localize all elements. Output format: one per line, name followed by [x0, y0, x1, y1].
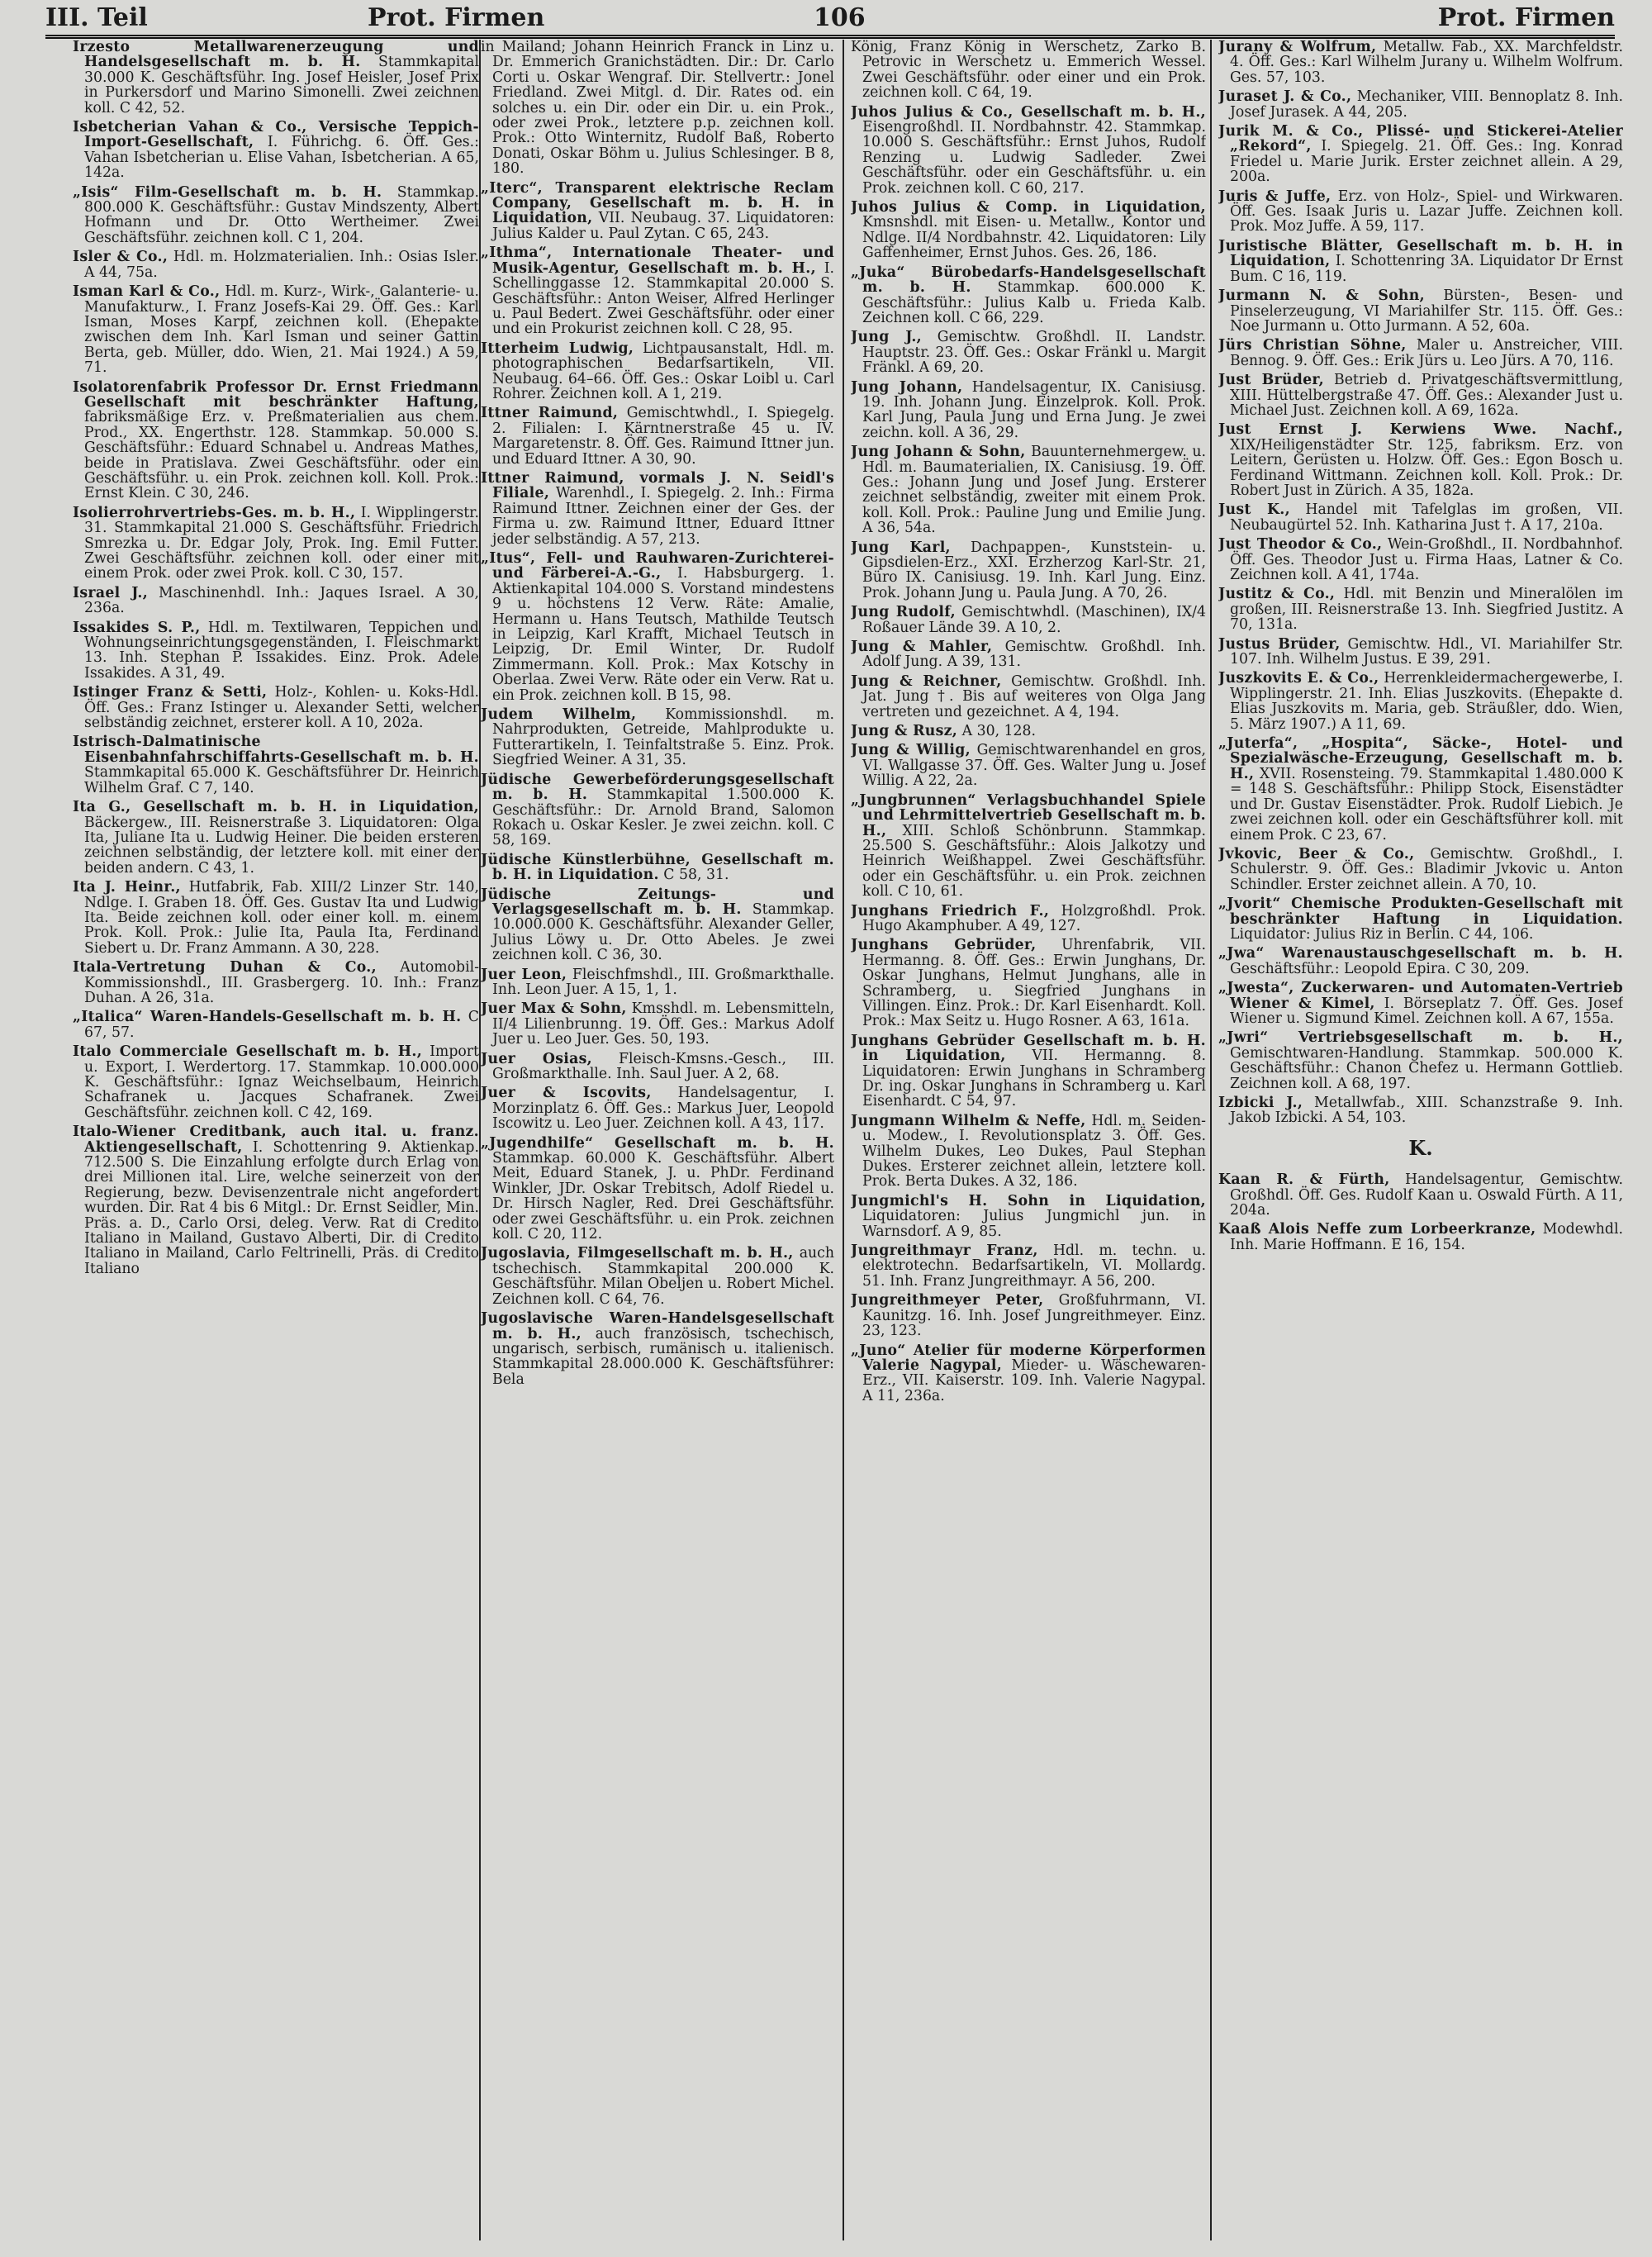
firm-name: Just K.,	[1218, 501, 1290, 519]
firm-name: „Jungbrunnen“ Verlagsbuchhandel Spiele und Lehrmittelvertrieb Gesellschaft m. b. H.,	[851, 791, 1206, 839]
directory-entry	[851, 1243, 1206, 1289]
firm-details: Fleischfmshdl., III. Großmarkthalle. Inh. Leon Juer. A 15, 1, 1.	[492, 966, 834, 998]
directory-entry	[1218, 502, 1623, 533]
column-4	[1218, 40, 1623, 2250]
directory-entry	[73, 506, 479, 582]
firm-name: Jvkovic, Beer & Co.,	[1218, 845, 1415, 862]
directory-entry	[481, 1136, 834, 1243]
directory-entry	[481, 406, 834, 467]
page-header	[45, 2, 1615, 39]
directory-entry	[1218, 637, 1623, 668]
firm-details: Stammkap. 600.000 K. Geschäftsführ.: Julius Kalb u. Frieda Kalb. Zeichnen koll. C 66, 229.	[862, 279, 1206, 326]
directory-entry	[1218, 124, 1623, 185]
firm-details: Stammkap. 60.000 K. Geschäftsführ. Albert Meit, Eduard Stanek, J. u. PhDr. Ferdinand Winkler, JDr. Oskar Trebitsch, Adolf Riedel u. Dr. Hirsch Nagler, Red. Drei Geschäftsführ. oder zwei Geschäftsführ. u. ein Prok. zeichnen koll. C 20, 112.	[492, 1150, 834, 1243]
firm-name: Juer Leon,	[481, 966, 567, 983]
firm-details: I. Spiegelg. 21. Öff. Ges.: Ing. Konrad Friedel u. Marie Jurik. Erster zeichnet allein. A 29, 200a.	[1230, 138, 1623, 186]
directory-entry	[73, 685, 479, 730]
directory-entry	[73, 249, 479, 280]
directory-entry	[481, 1086, 834, 1131]
firm-name: Juraset J. & Co.,	[1218, 88, 1352, 106]
directory-entry	[851, 1194, 1206, 1239]
firm-details: auch tschechisch. Stammkapital 200.000 K. Geschäftsführ. Milan Obeljen u. Robert Michel. Zeichnen koll. C 64, 76.	[492, 1245, 834, 1308]
firm-name: Just Ernst J. Kerwiens Wwe. Nachf.,	[1218, 421, 1623, 439]
firm-name: Jüdische Gewerbeförderungsgesellschaft m. b. H.	[481, 771, 834, 804]
firm-details: Hdl. m. Holzmaterialien. Inh.: Osias Isler. A 44, 75a.	[84, 249, 479, 281]
firm-details: Gemischtwarenhandel en gros, VI. Wallgasse 37. Öff. Ges. Walter Jung u. Josef Willig. A 22, 2a.	[862, 742, 1206, 790]
directory-entry	[481, 1246, 834, 1307]
directory-entry	[851, 380, 1206, 441]
directory-entry	[851, 265, 1206, 326]
firm-details: Stammkap. 10.000.000 K. Geschäftsführ. Alexander Geller, Julius Löwy u. Dr. Otto Abeles. Je zwei zeichnen koll. C 36, 30.	[492, 900, 834, 964]
firm-details: Uhrenfabrik, VII. Hermanng. 8. Öff. Ges.: Erwin Junghans, Dr. Oskar Junghans, Helmut Junghans, alle in Schramberg, u. Siegfried Junghans in Villingen. Einz. Prok.: Dr. Karl Eisenhardt. Koll. Prok.: Max Seitz u. Hugo Rosner. A 63, 161a.	[862, 937, 1206, 1030]
firm-name: „Jvorit“ Chemische Produkten-Gesellschaft mit beschränkter Haftung in Liquidation.	[1218, 896, 1623, 928]
firm-details: C 58, 31.	[663, 867, 729, 884]
firm-name: Jurmann N. & Sohn,	[1218, 287, 1425, 305]
firm-name: Jüdische Künstlerbühne, Gesellschaft m. b. H. in Liquidation.	[481, 851, 834, 884]
firm-name: Jung Karl,	[851, 539, 951, 556]
directory-entry	[851, 605, 1206, 635]
firm-name: Jungreithmayr Franz,	[851, 1243, 1038, 1260]
directory-entry	[481, 181, 834, 242]
firm-details: Handel mit Tafelglas im großen, VII. Neubaugürtel 52. Inh. Katharina Just †. A 17, 210a.	[1230, 501, 1623, 534]
firm-name: Jurik M. & Co., Plissé- und Stickerei-Atelier „Rekord“,	[1218, 123, 1623, 155]
directory-entry	[851, 1293, 1206, 1338]
firm-name: Ittner Raimund,	[481, 405, 619, 422]
firm-name: Issakides S. P.,	[73, 619, 201, 636]
firm-details: Metallw. Fab., XX. Marchfeldstr. 4. Öff. Ges.: Karl Wilhelm Jurany u. Wilhelm Wolfrum. Ges. 57, 103.	[1230, 40, 1623, 86]
directory-entry	[1218, 671, 1623, 732]
firm-name: Itterheim Ludwig,	[481, 340, 634, 357]
firm-details: A 30, 128.	[961, 723, 1037, 740]
directory-entry	[481, 551, 834, 703]
directory-entry	[1218, 896, 1623, 942]
firm-name: Juris & Juffe,	[1218, 188, 1332, 205]
column-divider	[843, 40, 844, 2240]
directory-entry	[481, 1001, 834, 1047]
firm-details: Maschinenhdl. Inh.: Jaques Israel. A 30, 236a.	[84, 584, 479, 617]
directory-entry	[1218, 422, 1623, 498]
firm-name: Junghans Friedrich F.,	[851, 902, 1050, 919]
firm-details: Herrenkleidermachergewerbe, I. Wipplingerstr. 21. Inh. Elias Juszkovits. (Ehepakte d. Elias Juszkovits m. Maria, geb. Sträußler, ddo. Wien, 5. März 1907.) A 11, 69.	[1230, 670, 1623, 733]
directory-entry	[1218, 338, 1623, 368]
firm-details: C 67, 57.	[84, 1009, 479, 1041]
firm-name: Judem Wilhelm,	[481, 706, 637, 724]
firm-name: Jüdische Zeitungs- und Verlagsgesellschaft m. b. H.	[481, 886, 834, 918]
firm-name: „Jugendhilfe“ Gesellschaft m. b. H.	[481, 1134, 834, 1152]
directory-entry	[481, 471, 834, 547]
directory-entry	[851, 330, 1206, 375]
firm-name: Junghans Gebrüder,	[851, 937, 1037, 954]
directory-entry	[1218, 847, 1623, 892]
firm-name: Jung Johann,	[851, 378, 963, 396]
firm-name: „Ithma“, Internationale Theater- und Musik-Agentur, Gesellschaft m. b. H.,	[481, 245, 834, 277]
directory-entry	[73, 800, 479, 876]
firm-name: Italo-Wiener Creditbank, auch ital. u. franz. Aktiengesellschaft,	[73, 1124, 479, 1156]
directory-entry	[851, 1343, 1206, 1404]
directory-entry	[1218, 946, 1623, 976]
firm-details: Bäckergew., III. Reisnerstraße 3. Liquidatoren: Olga Ita, Juliane Ita u. Ludwig Heiner. Die beiden ersteren zeichnen selbständig, der letztere koll. mit einer der beiden andern. C 43, 1.	[84, 814, 479, 877]
firm-details: Automobil-Kommissionshdl., III. Grasbergerg. 10. Inh.: Franz Duhan. A 26, 31a.	[84, 959, 479, 1006]
directory-entry	[73, 1124, 479, 1276]
firm-name: Ita J. Heinr.,	[73, 879, 181, 896]
directory-entry	[481, 887, 834, 963]
firm-name: Jung Rudolf,	[851, 604, 956, 621]
firm-name: Izbicki J.,	[1218, 1095, 1303, 1111]
firm-details: Mechaniker, VIII. Bennoplatz 8. Inh. Josef Jurasek. A 44, 205.	[1230, 88, 1623, 121]
directory-entry	[73, 960, 479, 1005]
directory-entry	[851, 540, 1206, 601]
directory-entry	[851, 200, 1206, 261]
firm-name: Justitz & Co.,	[1218, 586, 1336, 603]
firm-name: Itala-Vertretung Duhan & Co.,	[73, 959, 377, 976]
firm-details: Hdl. m. techn. u. elektrotechn. Bedarfsartikeln, VI. Mollardg. 51. Inh. Franz Jungreithmayr. A 56, 200.	[862, 1243, 1206, 1290]
directory-entry	[851, 40, 1206, 101]
firm-details: I. Schottenring 9. Aktienkap. 712.500 S. Die Einzahlung erfolgte durch Erlag von drei Millionen ital. Lire, welche seinerzeit von der Regierung, bezw. Devisenzentrale nicht angefordert wurden. Dir. Rat 4 bis 6 Mitgl.: Dr. Ernst Seidler, Min. Präs. a. D., Carlo Orsi, deleg. Verw. Rat di Credito Italiano in Mailand, Gustavo Alberti, Dir. di Credito Italiano in Mailand, Carlo Feltrinelli, Präs. di Credito Italiano	[84, 1138, 479, 1277]
firm-details: XIX/Heiligenstädter Str. 125, fabriksm. Erz. von Leitern, Gerüsten u. Holzw. Öff. Ges.: Egon Bosch u. Ferdinand Wittmann. Zeichnen koll. Koll. Prok.: Dr. Robert Just in Zürich. A 35, 182a.	[1230, 436, 1623, 499]
firm-name: Juhos Julius & Co., Gesellschaft m. b. H.,	[851, 103, 1206, 121]
firm-details: auch französisch, tschechisch, ungarisch, serbisch, rumänisch u. italienisch. Stammkapital 28.000.000 K. Geschäftsführer: Bela	[492, 1325, 834, 1388]
firm-name: Jugoslavische Waren-Handelsgesellschaft m. b. H.,	[481, 1310, 834, 1342]
firm-name: Isolierrohrvertriebs-Ges. m. b. H.,	[73, 504, 356, 521]
firm-details: Gemischtw. Großhdl., I. Schulerstr. 9. Öff. Ges.: Bladimir Jvkovic u. Anton Schindler. Erster zeichnet allein. A 70, 10.	[1230, 845, 1623, 893]
directory-entry	[73, 185, 479, 246]
firm-details: Import u. Export, I. Werdertorg. 17. Stammkap. 10.000.000 K. Geschäftsführ.: Ignaz Weichselbaum, Heinrich Schafranek u. Jacques Schafranek. Zwei Geschäftsführ. zeichnen koll. C 42, 169.	[84, 1043, 479, 1121]
directory-entry	[73, 380, 479, 501]
directory-entry	[1218, 89, 1623, 120]
firm-details: Holzgroßhdl. Prok. Hugo Akamphuber. A 49, 127.	[862, 902, 1206, 934]
firm-name: Juristische Blätter, Gesellschaft m. b. H. in Liquidation,	[1218, 237, 1623, 270]
firm-details: König, Franz König in Werschetz, Zarko B. Petrovic in Werschetz u. Emmerich Wessel. Zwei Geschäftsführ. oder einer und ein Prok. zeichnen koll. C 64, 19.	[851, 40, 1206, 102]
firm-details: I. Führichg. 6. Öff. Ges.: Vahan Isbetcherian u. Elise Vahan, Isbetcherian. A 65, 142a.	[84, 134, 479, 182]
directory-entry	[851, 904, 1206, 934]
firm-name: „Italica“ Waren-Handels-Gesellschaft m. b. H.	[73, 1009, 462, 1026]
firm-name: Isbetcherian Vahan & Co., Versische Teppich-Import-Gesellschaft,	[73, 119, 479, 151]
firm-details: Eisengroßhdl. II. Nordbahnstr. 42. Stammkap. 10.000 S. Geschäftsführ.: Ernst Juhos, Rudolf Renzing u. Ludwig Sadleder. Zwei Geschäftsführ. oder ein Geschäftsführ. u. ein Prok. zeichnen koll. C 60, 217.	[862, 119, 1206, 197]
firm-details: Modewhdl. Inh. Marie Hoffmann. E 16, 154.	[1230, 1221, 1623, 1253]
firm-details: Gemischtwhdl. (Maschinen), IX/4 Roßauer Lände 39. A 10, 2.	[862, 604, 1206, 636]
firm-name: „Juka“ Bürobedarfs-Handelsgesellschaft m. b. H.	[851, 264, 1206, 297]
firm-name: Ita G., Gesellschaft m. b. H. in Liquidation,	[73, 799, 479, 816]
firm-details: Kmsnshdl. mit Eisen- u. Metallw., Kontor und Ndlge. II/4 Nordbahnstr. 42. Liquidatoren: Lily Gaffenheimer, Ernst Juhos. Ges. 26, 186.	[862, 214, 1206, 262]
firm-details: Dachpappen-, Kunststein- u. Gipsdielen-Erz., XXI. Erzherzog Karl-Str. 21, Büro IX. Canisiusg. 19. Inh. Karl Jung. Einz. Prok. Johann Jung u. Paula Jung. A 70, 26.	[862, 539, 1206, 601]
firm-details: I. Wipplingerstr. 31. Stammkapital 21.000 S. Geschäftsführ. Friedrich Smrezka u. Dr. Edgar Joly, Prok. Ing. Emil Futter. Zwei Geschäftsführ. zeichnen koll. oder einer mit einem Prok. oder zwei Prok. koll. C 30, 157.	[84, 504, 479, 582]
firm-details: Gemischtw. Großhdl. Inh. Adolf Jung. A 39, 131.	[862, 639, 1206, 671]
firm-details: Stammkapital 65.000 K. Geschäftsführer Dr. Heinrich Wilhelm Graf. C 7, 140.	[84, 764, 479, 796]
firm-name: Jung J.,	[851, 329, 922, 346]
firm-details: Gemischtw. Hdl., VI. Mariahilfer Str. 107. Inh. Wilhelm Justus. E 39, 291.	[1230, 635, 1623, 668]
firm-name: Juhos Julius & Comp. in Liquidation,	[851, 199, 1206, 216]
firm-name: Jung & Rusz,	[851, 723, 958, 740]
directory-entry	[851, 743, 1206, 788]
directory-entry	[1218, 537, 1623, 582]
directory-entry	[851, 444, 1206, 535]
firm-details: I. Schottenring 3A. Liquidator Dr Ernst Bum. C 16, 119.	[1230, 253, 1623, 285]
directory-entry	[1218, 189, 1623, 235]
firm-name: Ittner Raimund, vormals J. N. Seidl's Filiale,	[481, 469, 834, 502]
firm-details: Holz-, Kohlen- u. Koks-Hdl. Öff. Ges.: Franz Istinger u. Alexander Setti, welcher selbständig zeichnet, ersterer koll. A 10, 202a.	[84, 684, 479, 732]
firm-name: Italo Commerciale Gesellschaft m. b. H.,	[73, 1043, 423, 1061]
column-divider	[1210, 40, 1212, 2240]
firm-name: Jugoslavia, Filmgesellschaft m. b. H.,	[481, 1245, 794, 1262]
directory-entry	[851, 724, 1206, 739]
firm-details: Stammkap. 800.000 K. Geschäftsführ.: Gustav Mindszenty, Albert Hofmann und Dr. Otto Wertheimer. Zwei Geschäftsführ. zeichnen koll. C 1, 204.	[84, 183, 479, 246]
directory-entry	[481, 967, 834, 998]
firm-name: Juer Max & Sohn,	[481, 1000, 627, 1018]
firm-details: Liquidatoren: Julius Jungmichl jun. in Warnsdorf. A 9, 85.	[862, 1208, 1206, 1240]
firm-details: Fleisch-Kmsns.-Gesch., III. Großmarkthalle. Inh. Saul Juer. A 2, 68.	[492, 1050, 834, 1082]
firm-name: Istrisch-Dalmatinische Eisenbahnfahrschiffahrts-Gesellschaft m. b. H.	[73, 734, 479, 766]
firm-name: Just Brüder,	[1218, 372, 1324, 389]
directory-entry	[1218, 1095, 1623, 1126]
firm-name: Jung Johann & Sohn,	[851, 444, 1026, 461]
firm-name: Jurany & Wolfrum,	[1218, 40, 1377, 55]
firm-name: Junghans Gebrüder Gesellschaft m. b. H. in Liquidation,	[851, 1032, 1206, 1065]
firm-name: Isman Karl & Co.,	[73, 283, 221, 301]
firm-name: Jung & Mahler,	[851, 639, 993, 656]
directory-entry	[1218, 40, 1623, 85]
firm-details: Metallwfab., XIII. Schanzstraße 9. Inh. Jakob Izbicki. A 54, 103.	[1230, 1095, 1623, 1127]
firm-name: Juer Osias,	[481, 1050, 592, 1067]
directory-entry	[1218, 1030, 1623, 1091]
directory-entry	[851, 1114, 1206, 1190]
directory-entry	[481, 707, 834, 768]
firm-name: Jung & Willig,	[851, 742, 971, 759]
firm-details: I. Börseplatz 7. Öff. Ges. Josef Wiener u. Sigmund Kimel. Zeichnen koll. A 67, 155a.	[1230, 995, 1623, 1027]
firm-name: „Jwesta“, Zuckerwaren- und Automaten-Vertrieb Wiener & Kimel,	[1218, 980, 1623, 1012]
firm-details: Kommissionshdl. m. Nahrprodukten, Getreide, Mahlprodukte u. Futterartikeln, I. Teinfaltstraße 5. Einz. Prok. Siegfried Weiner. A 31, 35.	[492, 706, 834, 769]
directory-entry	[481, 40, 834, 177]
directory-entry	[481, 1052, 834, 1082]
directory-entry	[73, 1010, 479, 1040]
firm-name: „Iterc“, Transparent elektrische Reclam Company, Gesellschaft m. b. H. in Liquidation,	[481, 179, 834, 227]
directory-entry	[851, 674, 1206, 720]
directory-entry	[851, 105, 1206, 196]
firm-name: Juszkovits E. & Co.,	[1218, 670, 1379, 687]
firm-details: Handelsagentur, Gemischtw. Großhdl. Öff. Ges. Rudolf Kaan u. Oswald Fürth. A 11, 204a.	[1230, 1171, 1623, 1219]
directory-entry	[481, 1311, 834, 1387]
directory-entry	[1218, 736, 1623, 843]
directory-entry	[1218, 981, 1623, 1026]
firm-details: Bauunternehmergew. u. Hdl. m. Baumaterialien, IX. Canisiusg. 19. Öff. Ges.: Johann Jung und Josef Jung. Ersterer zeichnet selbständig, zweiter mit einem Prok. koll. Koll. Prok.: Pauline Jung und Emilie Jung. A 36, 54a.	[862, 444, 1206, 537]
firm-details: Hdl. m. Seiden- u. Modew., I. Revolutionsplatz 3. Öff. Ges. Wilhelm Dukes, Leo Dukes, Paul Stephan Dukes. Ersterer zeichnet allein, letztere koll. Prok. Berta Dukes. A 32, 186.	[862, 1112, 1206, 1190]
firm-name: Jung & Reichner,	[851, 672, 1002, 690]
directory-entry	[481, 853, 834, 883]
firm-details: Stammkapital 30.000 K. Geschäftsführ. Ing. Josef Heisler, Josef Prix in Purkersdorf und Marino Simonelli. Zwei zeichnen koll. C 42, 52.	[84, 54, 479, 116]
firm-name: Israel J.,	[73, 584, 149, 601]
firm-details: Großfuhrmann, VI. Kaunitzg. 16. Inh. Josef Jungreithmeyer. Einz. 23, 123.	[862, 1292, 1206, 1340]
firm-details: Hdl. m. Textilwaren, Teppichen und Wohnungseinrichtungsgegenständen, I. Fleischmarkt 13. Inh. Stephan P. Issakides. Einz. Prok. Adele Issakides. A 31, 49.	[84, 619, 479, 682]
firm-details: Gemischtwhdl., I. Spiegelg. 2. Filialen: I. Kärntnerstraße 45 u. IV. Margaretenstr. 8. Öff. Ges. Raimund Ittner jun. und Eduard Ittner. A 30, 90.	[492, 405, 834, 468]
firm-details: fabriksmäßige Erz. v. Preßmaterialien aus chem. Prod., XX. Engerthstr. 128. Stammkap. 50.000 S. Geschäftsführ.: Eduard Schnabel u. Andreas Mathes, beide in Pratislava. Zwei Geschäftsführ. oder ein Geschäftsführ. u. ein Prok. zeichnen koll. Koll. Prok.: Ernst Klein. C 30, 246.	[84, 409, 479, 502]
directory-entry	[1218, 587, 1623, 632]
directory-entry	[73, 880, 479, 956]
firm-details: Stammkapital 1.500.000 K. Geschäftsführ.: Dr. Arnold Brand, Salomon Rokach u. Oskar Kesler. Je zwei zeichn. koll. C 58, 169.	[492, 786, 834, 849]
firm-name: Juer & Iscovits,	[481, 1085, 652, 1102]
directory-entry	[1218, 373, 1623, 418]
firm-details: Gemischtwaren-Handlung. Stammkap. 500.000 K. Geschäftsführ.: Chanon Chefez u. Hermann Gottlieb. Zeichnen koll. A 68, 197.	[1230, 1044, 1623, 1092]
firm-details: Bürsten-, Besen- und Pinselerzeugung, VI Mariahilfer Str. 115. Öff. Ges.: Noe Jurmann u. Otto Jurmann. A 52, 60a.	[1230, 287, 1623, 335]
firm-details: Wein-Großhdl., II. Nordbahnhof. Öff. Ges. Theodor Just u. Firma Haas, Latner & Co. Zeichnen koll. A 41, 174a.	[1230, 536, 1623, 583]
directory-entry	[73, 586, 479, 616]
firm-details: XVII. Rosensteing. 79. Stammkapital 1.480.000 K = 148 S. Geschäftsführ.: Philipp Stock, Eisenstädter und Dr. Gustav Eisenstädter. Prok. Rudolf Liebich. Je zwei zeichnen koll. oder ein Geschäftsführer koll. mit einem Prok. C 23, 67.	[1230, 765, 1623, 843]
firm-name: „Isis“ Film-Gesellschaft m. b. H.	[73, 183, 382, 201]
firm-name: Irzesto Metallwarenerzeugung und Handelsgesellschaft m. b. H.	[73, 40, 479, 71]
directory-entry	[481, 341, 834, 402]
firm-name: Kaan R. & Fürth,	[1218, 1171, 1390, 1189]
firm-details: Lichtpausanstalt, Hdl. m. photographischen Bedarfsartikeln, VII. Neubaug. 64–66. Öff. Ges.: Oskar Loibl u. Carl Rohrer. Zeichnen koll. A 1, 219.	[492, 340, 834, 402]
firm-name: „Juterfa“, „Hospita“, Säcke-, Hotel- und Spezialwäsche-Erzeugung, Gesellschaft m. b. H.,	[1218, 735, 1623, 782]
directory-entry	[73, 1044, 479, 1120]
firm-name: „Juno“ Atelier für moderne Körperformen Valerie Nagypal,	[851, 1342, 1206, 1374]
directory-entry	[1218, 239, 1623, 284]
firm-details: I. Habsburgerg. 1. Aktienkapital 104.000 S. Vorstand mindestens 9 u. höchstens 12 Verw. Räte: Amalie, Hermann u. Hans Teutsch, Mathilde Teutsch in Leipzig, Karl Krafft, Michael Teutsch in Leipzig, Dr. Emil Winter, Dr. Rudolf Zimmermann. Koll. Prok.: Max Kotschy in Oberlaa. Zwei Verw. Räte oder ein Verw. Rat u. ein Prok. zeichnen koll. B 15, 98.	[492, 565, 834, 704]
firm-details: Handelsagentur, IX. Canisiusg. 19. Inh. Johann Jung. Einzelprok. Koll. Prok. Karl Jung, Paula Jung und Erna Jung. Je zwei zeichn. koll. A 36, 29.	[862, 378, 1206, 441]
firm-name: Jürs Christian Söhne,	[1218, 337, 1407, 354]
directory-entry	[851, 793, 1206, 900]
firm-name: „Itus“, Fell- und Rauhwaren-Zurichterei-und Färberei-A.-G.,	[481, 550, 834, 582]
firm-details: in Mailand; Johann Heinrich Franck in Linz u. Dr. Emmerich Granichstädten. Dir.: Dr. Carlo Corti u. Oskar Wengraf. Dir. Stellvertr.: Jonel Friedland. Zwei Mitgl. d. Dir. Rates od. ein solches u. ein Dir. oder ein Dir. u. ein Prok., oder zwei Prok., letztere p.p. zeichnen koll. Prok.: Otto Winternitz, Rudolf Baß, Roberto Donati, Oskar Böhm u. Julius Schlesinger. B 8, 180.	[481, 40, 834, 178]
firm-name: Justus Brüder,	[1218, 635, 1341, 653]
firm-details: Mieder- u. Wäschewaren-Erz., VII. Kaiserstr. 109. Inh. Valerie Nagypal. A 11, 236a.	[862, 1357, 1206, 1404]
directory-entry	[851, 938, 1206, 1029]
firm-details: Hdl. mit Benzin und Mineralölen im großen, III. Reisnerstraße 13. Inh. Siegfried Justitz. A 70, 131a.	[1230, 586, 1623, 634]
header-left-title: Prot. Firmen	[368, 3, 545, 32]
firm-details: I. Schellinggasse 12. Stammkapital 20.000 S. Geschäftsführ.: Anton Weiser, Alfred Herlinger u. Paul Bedert. Zwei Geschäftsführ. oder einer und ein Prokurist zeichnen koll. C 28, 95.	[492, 259, 834, 338]
firm-name: Just Theodor & Co.,	[1218, 536, 1383, 554]
directory-entry	[481, 772, 834, 848]
firm-details: Maler u. Anstreicher, VIII. Bennog. 9. Öff. Ges.: Erik Jürs u. Leo Jürs. A 70, 116.	[1230, 337, 1623, 369]
column-2	[481, 40, 834, 2250]
firm-details: Geschäftsführ.: Leopold Epira. C 30, 209.	[1230, 960, 1530, 977]
directory-entry	[481, 245, 834, 336]
firm-name: Jungmichl's H. Sohn in Liquidation,	[851, 1192, 1206, 1209]
directory-entry	[1218, 288, 1623, 334]
directory-entry	[73, 120, 479, 181]
directory-entry	[1218, 1222, 1623, 1252]
directory-entry	[851, 1033, 1206, 1109]
section-letter: K.	[1408, 1135, 1433, 1160]
firm-name: Jungreithmeyer Peter,	[851, 1292, 1044, 1309]
section-label: III. Teil	[45, 3, 148, 32]
column-1	[73, 40, 479, 2250]
directory-entry	[1218, 1172, 1623, 1218]
firm-details: Gemischtw. Großhdl. II. Landstr. Hauptstr. 23. Öff. Ges.: Oskar Fränkl u. Margit Fränkl. A 69, 20.	[862, 329, 1206, 377]
directory-entry	[73, 284, 479, 375]
page-number: 106	[814, 3, 866, 32]
firm-details: VII. Neubaug. 37. Liquidatoren: Julius Kalder u. Paul Zytan. C 65, 243.	[492, 210, 834, 242]
firm-name: Kaaß Alois Neffe zum Lorbeerkranze,	[1218, 1221, 1536, 1238]
directory-entry	[73, 734, 479, 796]
directory-entry	[73, 40, 479, 116]
firm-details: Hdl. m. Kurz-, Wirk-, Galanterie- u. Manufakturw., I. Franz Josefs-Kai 29. Öff. Ges.: Karl Isman, Moses Karpf, zeichnen koll. (Ehepakte zwischen dem Inh. Karl Isman und seiner Gattin Berta, geb. Müller, ddo. Wien, 21. Mai 1924.) A 59, 71.	[84, 283, 479, 377]
firm-details: Liquidator: Julius Riz in Berlin. C 44, 106.	[1230, 925, 1534, 943]
firm-details: Handelsagentur, I. Morzinplatz 6. Öff. Ges.: Markus Juer, Leopold Iscowitz u. Leo Juer. Zeichnen koll. A 43, 117.	[492, 1085, 834, 1133]
column-3	[851, 40, 1206, 2250]
firm-details: VII. Hermanng. 8. Liquidatoren: Erwin Junghans in Schramberg Dr. ing. Oskar Junghans in Schramberg u. Karl Eisenhardt. C 54, 97.	[862, 1048, 1206, 1110]
firm-name: Isolatorenfabrik Professor Dr. Ernst Friedmann Gesellschaft mit beschränkter Haftung,	[73, 378, 479, 411]
firm-details: Hutfabrik, Fab. XIII/2 Linzer Str. 140, Ndlge. I. Graben 18. Öff. Ges. Gustav Ita und Ludwig Ita. Beide zeichnen koll. oder einer koll. m. einem Prok. Koll. Prok.: Julie Ita, Paula Ita, Ferdinand Siebert u. Dr. Franz Ammann. A 30, 228.	[84, 879, 479, 957]
header-right-title: Prot. Firmen	[1437, 3, 1615, 32]
firm-details: Erz. von Holz-, Spiel- und Wirkwaren. Öff. Ges. Isaak Juris u. Lazar Juffe. Zeichnen koll. Prok. Moz Juffe. A 59, 117.	[1230, 188, 1623, 235]
directory-entry	[851, 639, 1206, 670]
firm-name: Jungmann Wilhelm & Neffe,	[851, 1112, 1086, 1129]
firm-details: Betrieb d. Privatgeschäftsvermittlung, XIII. Hüttelbergstraße 47. Öff. Ges.: Alexander Just u. Michael Just. Zeichnen koll. A 69, 162a.	[1230, 372, 1623, 419]
firm-details: Warenhdl., I. Spiegelg. 2. Inh.: Firma Raimund Ittner. Zeichnen einer der Ges. der Firma u. zw. Raimund Ittner, Eduard Ittner jeder selbständig. A 57, 213.	[492, 485, 834, 548]
firm-name: Istinger Franz & Setti,	[73, 684, 268, 701]
firm-name: „Jwa“ Warenaustauschgesellschaft m. b. H.	[1218, 945, 1623, 962]
firm-name: „Jwri“ Vertriebsgesellschaft m. b. H.,	[1218, 1029, 1623, 1047]
firm-details: Gemischtw. Großhdl. Inh. Jat. Jung †. Bis auf weiteres von Olga Jang vertreten und gezeichnet. A 4, 194.	[862, 672, 1206, 720]
firm-name: Isler & Co.,	[73, 249, 169, 266]
firm-details: Kmsshdl. m. Lebensmitteln, II/4 Lilienbrunng. 19. Öff. Ges.: Markus Adolf Juer u. Leo Juer. Ges. 50, 193.	[492, 1000, 834, 1048]
directory-entry	[73, 620, 479, 682]
firm-details: XIII. Schloß Schönbrunn. Stammkap. 25.500 S. Geschäftsführ.: Alois Jalkotzy und Heinrich Weißhappel. Zwei Geschäftsführ. oder ein Geschäftsführ. u. ein Prok. zeichnen koll. C 10, 61.	[862, 822, 1206, 900]
